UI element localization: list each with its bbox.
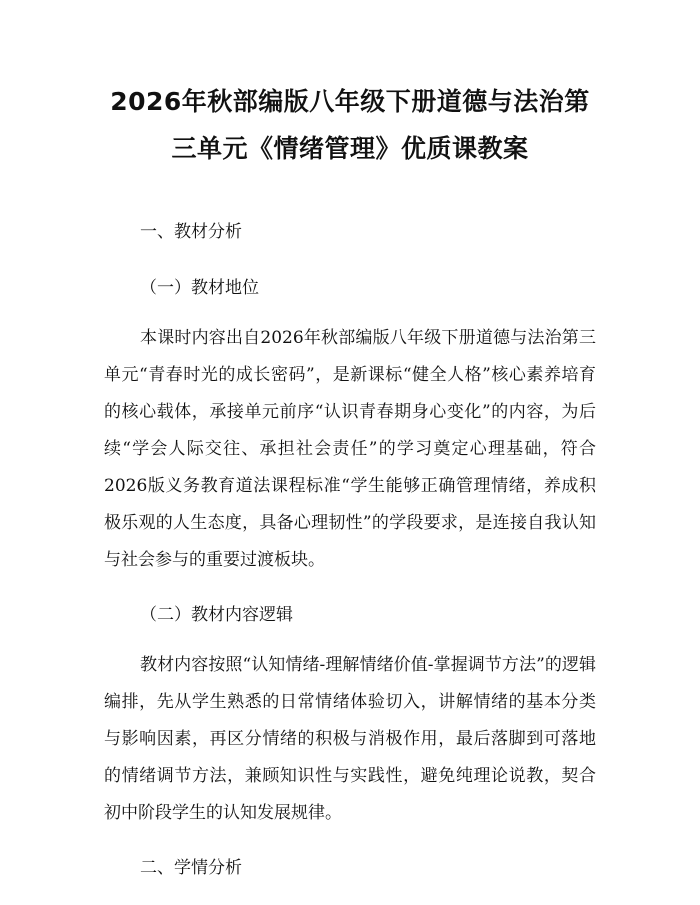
section-heading-textbook-analysis: 一、教材分析 [140, 222, 242, 242]
subsection-heading-textbook-position: （一）教材地位 [140, 278, 259, 298]
section-heading-learner-analysis: 二、学情分析 [140, 858, 242, 878]
document-title: 2026年秋部编版八年级下册道德与法治第三单元《情绪管理》优质课教案 [110, 87, 590, 163]
subsection-heading-content-logic: （二）教材内容逻辑 [140, 605, 293, 625]
paragraph-content-logic: 教材内容按照“认知情绪-理解情绪价值-掌握调节方法”的逻辑编排，先从学生熟悉的日常情绪体验切入，讲解情绪的基本分类与影响因素，再区分情绪的积极与消极作用，最后落脚到可落地的情绪调节方法，兼顾知识性与实践性，避免纯理论说教，契合初中阶段学生的认知发展规律。 [104, 655, 596, 823]
paragraph-textbook-position: 本课时内容出自2026年秋部编版八年级下册道德与法治第三单元“青春时光的成长密码”，是新课标“健全人格”核心素养培育的核心载体，承接单元前序“认识青春期身心变化”的内容，为后续“学会人际交往、承担社会责任”的学习奠定心理基础，符合2026版义务教育道法课程标准“学生能够正确管理情绪，养成积极乐观的人生态度，具备心理韧性”的学段要求，是连接自我认知与社会参与的重要过渡板块。 [104, 328, 596, 570]
